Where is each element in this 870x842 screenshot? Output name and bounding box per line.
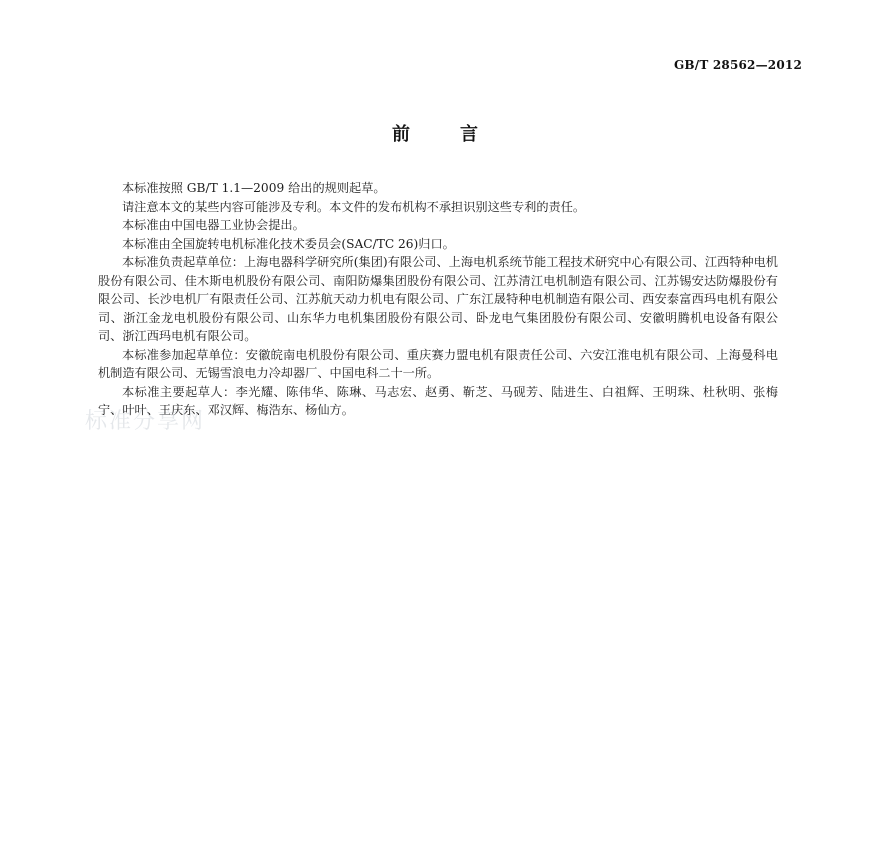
paragraph-proposed-by: 本标准由中国电器工业协会提出。 xyxy=(122,218,305,232)
paragraph-patent-notice: 请注意本文的某些内容可能涉及专利。本文件的发布机构不承担识别这些专利的责任。 xyxy=(122,199,586,214)
title-char-1: 前 xyxy=(392,124,410,145)
paragraph-participating-units: 本标准参加起草单位：安徽皖南电机股份有限公司、重庆赛力盟电机有限责任公司、六安江淮电机有限公司、上海曼科电机制造有限公司、无锡雪浪电力冷却器厂、中国电科二十一所。 xyxy=(98,347,778,380)
standard-code: GB/T 28562—2012 xyxy=(673,58,802,72)
paragraph-drafting-rules: 本标准按照 GB/T 1.1—2009 给出的规则起草。 xyxy=(122,181,386,195)
paragraph-centralized-by: 本标准由全国旋转电机标准化技术委员会(SAC/TC 26)归口。 xyxy=(122,236,455,251)
page-title xyxy=(0,120,870,146)
paragraph-drafting-units: 本标准负责起草单位：上海电器科学研究所(集团)有限公司、上海电机系统节能工程技术研究中心有限公司、江西特种电机股份有限公司、佳木斯电机股份有限公司、南阳防爆集团股份有限公司、江苏清江电机制造有限公司、江苏锡安达防爆股份有限公司、长沙电机厂有限责任公司、江苏航天动力机电有限公司、广东江晟特种电机制造有限公司、西安泰富西玛电机有限公司、浙江金龙电机股份有限公司、山东华力电机集团股份有限公司、卧龙电气集团股份有限公司、安徽明腾机电设备有限公司、浙江西玛电机有限公司。 xyxy=(98,255,778,343)
title-char-2: 言 xyxy=(460,124,478,145)
watermark: 标准分享网 xyxy=(85,409,206,434)
paragraph-main-drafters: 本标准主要起草人：李光耀、陈伟华、陈琳、马志宏、赵勇、靳芝、马砚芳、陆进生、白祖辉、王明珠、杜秋明、张梅宁、叶叶、王庆东、邓汉辉、梅浩东、杨仙方。 xyxy=(98,384,778,417)
foreword-body xyxy=(98,179,778,420)
